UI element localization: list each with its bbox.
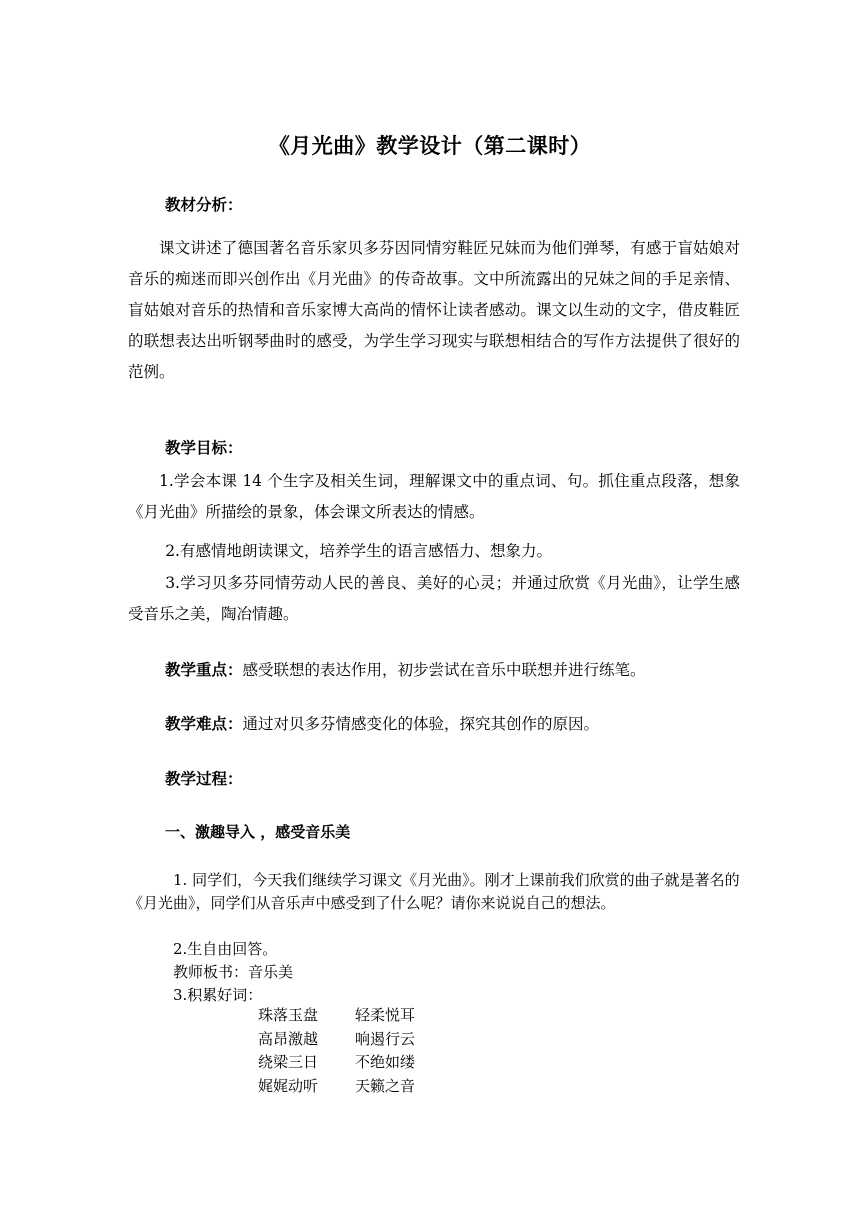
word: 高昂激越 [258, 1029, 319, 1048]
goal-item-2: 2.有感情地朗读课文，培养学生的语言感悟力、想象力。 [165, 542, 552, 560]
section-1-heading: 一、激趣导入 ，感受音乐美 [165, 823, 351, 841]
analysis-paragraph: 课文讲述了德国著名音乐家贝多芬因同情穷鞋匠兄妹而为他们弹琴，有感于盲姑娘对音乐的痴迷而即兴创作出《月光曲》的传奇故事。文中所流露出的兄妹之间的手足亲情、盲姑娘对音乐的热情和音乐家博大高尚的情怀让读者感动。课文以生动的文字，借皮鞋匠的联想表达出听钢琴曲时的感受，为学生学习现实与联想相结合的写作方法提供了很好的范例。 [128, 239, 740, 381]
difficulty-label: 教学难点： [165, 714, 243, 733]
page-title: 《月光曲》教学设计（第二课时） [268, 133, 592, 158]
word-row [258, 1075, 452, 1099]
difficulty [165, 709, 740, 739]
process-heading: 教学过程： [165, 769, 243, 788]
word: 不绝如缕 [355, 1053, 416, 1071]
word: 绕梁三日 [258, 1053, 319, 1071]
goal-item-3: 3.学习贝多芬同情劳动人民的善良、美好的心灵；并通过欣赏《月光曲》，让学生感受音乐之美，陶冶情趣。 [128, 574, 740, 623]
word-row [258, 1028, 452, 1052]
teacher-board: 教师板书：音乐美 [173, 963, 294, 981]
word: 天籁之音 [355, 1076, 416, 1095]
word: 娓娓动听 [258, 1076, 319, 1095]
key-point-text: 感受联想的表达作用，初步尝试在音乐中联想并进行练笔。 [242, 661, 646, 679]
goals-heading: 教学目标： [165, 438, 243, 457]
step-2: 2.生自由回答。 [173, 940, 278, 958]
word: 轻柔悦耳 [355, 1006, 416, 1024]
word-row [258, 1004, 452, 1028]
key-point [165, 655, 740, 685]
key-point-label: 教学重点： [165, 660, 243, 679]
word: 响遏行云 [355, 1029, 416, 1048]
word-row [258, 1051, 452, 1075]
step-3: 3.积累好词： [173, 986, 263, 1004]
difficulty-text: 通过对贝多芬情感变化的体验，探究其创作的原因。 [242, 715, 600, 733]
good-words-list [258, 1004, 452, 1098]
word: 珠落玉盘 [258, 1006, 319, 1024]
step-1: 1. 同学们，今天我们继续学习课文《月光曲》。刚才上课前我们欣赏的曲子就是著名的《月光曲》，同学们从音乐声中感受到了什么呢？请你来说说自己的想法。 [128, 871, 740, 912]
analysis-heading: 教材分析： [165, 195, 243, 214]
goal-item-1: 1.学会本课 14 个生字及相关生词，理解课文中的重点词、句。抓住重点段落，想象《月光曲》所描绘的景象，体会课文所表达的情感。 [128, 472, 740, 521]
